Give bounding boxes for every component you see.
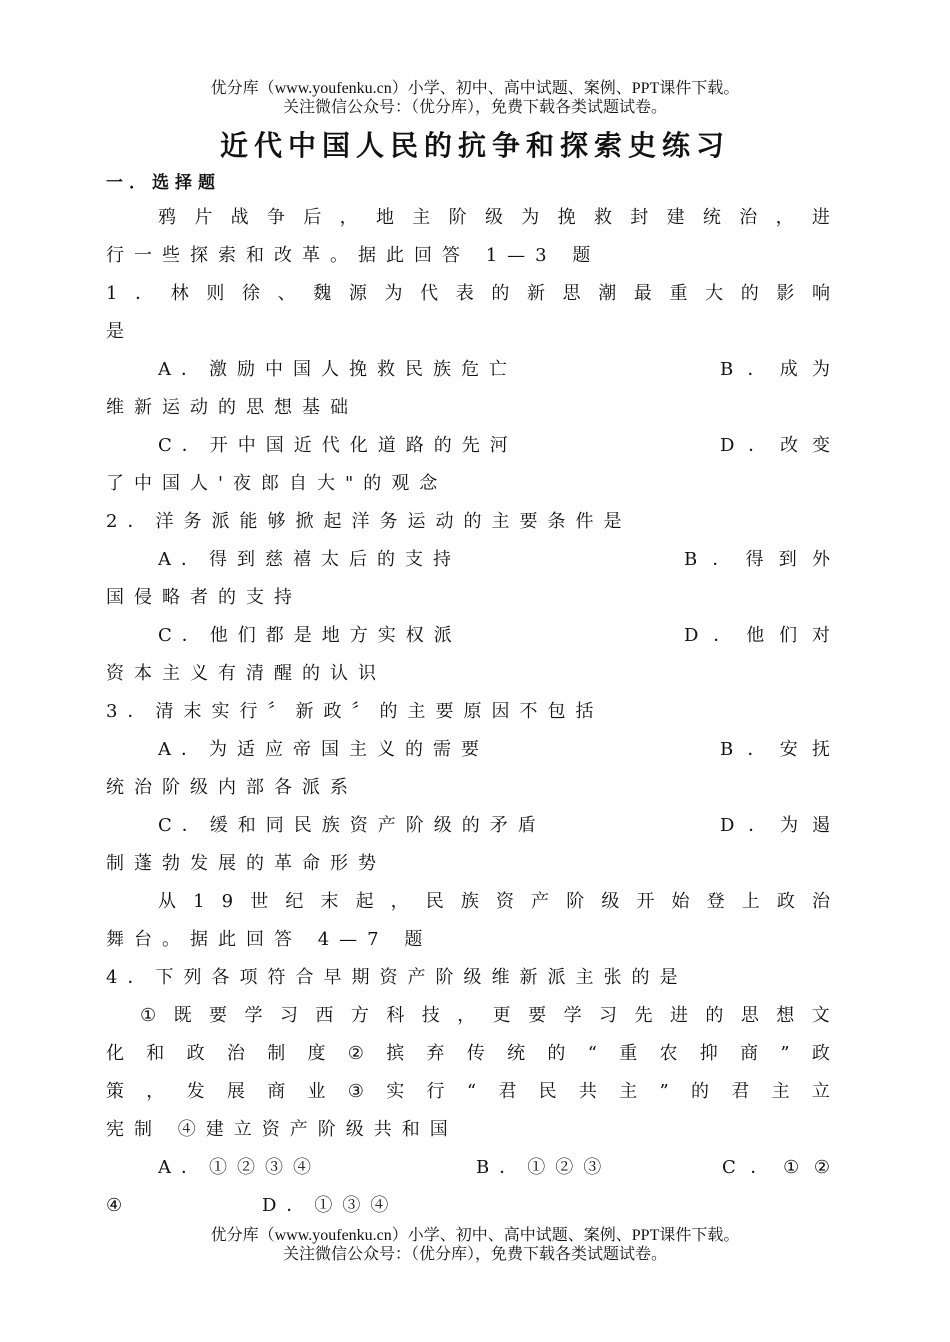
text-char: 封	[630, 207, 649, 228]
text-char: ”	[659, 1081, 669, 1102]
text-char: 和	[146, 1043, 165, 1064]
text-char: 徐	[241, 283, 260, 304]
q4-option-a: A．①②③④	[158, 1157, 321, 1178]
q3-option-b	[720, 735, 830, 765]
text-char: 主	[619, 1081, 638, 1102]
text-char: 建	[666, 207, 685, 228]
text-char: 重	[619, 1043, 638, 1064]
text-char: 级	[484, 207, 503, 228]
text-char: 响	[811, 283, 830, 304]
q4-option-c	[722, 1153, 830, 1183]
text-char: 的	[491, 283, 510, 304]
text-char: ”	[780, 1043, 790, 1064]
q4-option-d: D．①③④	[262, 1195, 399, 1216]
q1-option-d-cont: 了中国人'夜郎自大"的观念	[106, 473, 448, 494]
text-char: 登	[706, 891, 725, 912]
q1-option-d	[720, 431, 830, 461]
text-char: 传	[466, 1043, 485, 1064]
text-char: ．	[747, 739, 766, 760]
text-char: 实	[386, 1081, 405, 1102]
text-char: 1	[106, 283, 118, 304]
text-char: 族	[460, 891, 479, 912]
text-char: 阶	[448, 207, 467, 228]
text-char: 世	[250, 891, 269, 912]
text-char: 弃	[426, 1043, 445, 1064]
text-char: 政	[811, 1043, 830, 1064]
q4-statement-line1	[140, 1001, 830, 1031]
text-char: ②	[813, 1157, 830, 1178]
text-char: ．	[747, 359, 766, 380]
q4-statement-line4: 宪制 ④建立资产阶级共和国	[106, 1119, 458, 1140]
text-char: 政	[186, 1043, 205, 1064]
text-char: 地	[375, 207, 394, 228]
text-char: 们	[779, 625, 798, 646]
text-char: D	[684, 625, 699, 646]
q2-stem: 2．洋务派能够掀起洋务运动的主要条件是	[106, 511, 632, 532]
text-char: 挽	[557, 207, 576, 228]
text-char: 救	[593, 207, 612, 228]
text-char: 从	[158, 891, 176, 912]
text-char: 治	[811, 891, 830, 912]
text-char: 级	[601, 891, 620, 912]
q3-option-d	[720, 811, 830, 841]
text-char: 治	[739, 207, 758, 228]
text-char: 思	[740, 1005, 759, 1026]
text-char: 起	[355, 891, 374, 912]
text-char: 习	[279, 1005, 298, 1026]
text-char: 发	[186, 1081, 205, 1102]
text-char: 安	[779, 739, 798, 760]
text-char: 成	[779, 359, 798, 380]
text-char: 新	[526, 283, 545, 304]
text-char: 度	[307, 1043, 326, 1064]
text-char: 为	[384, 283, 403, 304]
q1-option-c: C．开中国近代化道路的先河	[158, 435, 518, 456]
intro1-line1	[158, 203, 830, 233]
q4-statement-line2	[106, 1039, 830, 1069]
text-char: 民	[538, 1081, 557, 1102]
page-footer-line1: 优分库（www.youfenku.cn）小学、初中、高中试题、案例、PPT课件下载。	[210, 1227, 740, 1244]
text-char: 商	[740, 1043, 759, 1064]
text-char: 君	[731, 1081, 750, 1102]
q2-option-b	[684, 545, 830, 575]
page-header-line2: 关注微信公众号：（优分库），免费下载各类试题试卷。	[282, 99, 667, 116]
text-char: 民	[425, 891, 444, 912]
text-char: 得	[745, 549, 764, 570]
text-char: 影	[776, 283, 795, 304]
q3-option-a: A．为适应帝国主义的需要	[158, 739, 489, 760]
q2-option-d	[684, 621, 830, 651]
text-char: 则	[206, 283, 225, 304]
text-char: ．	[748, 435, 767, 456]
text-char: “	[587, 1043, 597, 1064]
text-char: ．	[750, 1157, 769, 1178]
text-char: 纪	[285, 891, 304, 912]
q2-option-c: C．他们都是地方实权派	[158, 625, 462, 646]
page-footer-line2: 关注微信公众号：（优分库），免费下载各类试题试卷。	[282, 1246, 667, 1263]
text-char: 主	[771, 1081, 790, 1102]
text-char: 改	[780, 435, 799, 456]
text-char: 统	[507, 1043, 526, 1064]
text-char: ，	[339, 207, 358, 228]
text-char: 化	[106, 1043, 124, 1064]
text-char: ．	[135, 283, 154, 304]
text-char: 治	[226, 1043, 245, 1064]
intro1-line2: 行一些探索和改革。据此回答 1—3 题	[106, 245, 601, 266]
q4-option-c-cont: ④	[106, 1195, 123, 1216]
text-char: 阶	[566, 891, 585, 912]
text-char: 为	[811, 359, 830, 380]
text-char: 学	[563, 1005, 582, 1026]
text-char: ①	[140, 1005, 157, 1026]
text-char: 始	[671, 891, 690, 912]
text-char: 先	[634, 1005, 653, 1026]
text-char: 为	[780, 815, 799, 836]
text-char: 产	[531, 891, 550, 912]
text-char: 展	[226, 1081, 245, 1102]
text-char: 外	[811, 549, 830, 570]
text-char: 的	[740, 283, 759, 304]
text-char: 片	[194, 207, 213, 228]
text-char: 最	[633, 283, 652, 304]
text-char: 开	[636, 891, 655, 912]
text-char: 到	[778, 549, 797, 570]
text-char: ．	[748, 815, 767, 836]
text-char: 对	[812, 625, 830, 646]
text-char: 1	[193, 891, 205, 912]
text-char: 要	[209, 1005, 228, 1026]
text-char: 的	[547, 1043, 566, 1064]
text-char: D	[720, 435, 735, 456]
q2-option-b-cont: 国侵略者的支持	[106, 587, 302, 608]
text-char: ，	[775, 207, 794, 228]
text-char: 想	[776, 1005, 795, 1026]
text-char: 他	[746, 625, 765, 646]
q3-stem: 3．清末实行〞新政〞的主要原因不包括	[106, 701, 604, 722]
text-char: 行	[426, 1081, 445, 1102]
text-char: 抑	[699, 1043, 718, 1064]
text-char: 西	[315, 1005, 334, 1026]
q1-option-b	[720, 355, 830, 385]
text-char: 主	[412, 207, 431, 228]
q2-option-d-cont: 资本主义有清醒的认识	[106, 663, 386, 684]
text-char: 后	[303, 207, 322, 228]
page-header-line1: 优分库（www.youfenku.cn）小学、初中、高中试题、案例、PPT课件下载。	[210, 80, 740, 97]
text-char: 表	[455, 283, 474, 304]
text-char: 林	[170, 283, 189, 304]
text-char: 习	[599, 1005, 618, 1026]
q1-stem-line1	[106, 279, 830, 309]
text-char: 科	[386, 1005, 405, 1026]
text-char: 上	[741, 891, 760, 912]
text-char: 技	[421, 1005, 440, 1026]
text-char: 更	[492, 1005, 511, 1026]
text-char: 要	[528, 1005, 547, 1026]
text-char: 魏	[313, 283, 332, 304]
text-char: 农	[659, 1043, 678, 1064]
text-char: 源	[348, 283, 367, 304]
text-char: 大	[705, 283, 724, 304]
text-char: 立	[811, 1081, 830, 1102]
text-char: ②	[347, 1043, 364, 1064]
text-char: 业	[307, 1081, 326, 1102]
q4-option-b: B．①②③	[476, 1157, 612, 1178]
text-char: ，	[457, 1005, 476, 1026]
text-char: ．	[713, 625, 732, 646]
q1-stem-line2: 是	[106, 321, 124, 342]
text-char: 末	[320, 891, 339, 912]
text-char: 鸦	[158, 207, 176, 228]
text-char: 重	[669, 283, 688, 304]
text-char: 思	[562, 283, 581, 304]
text-char: B	[720, 739, 734, 760]
text-char: 统	[702, 207, 721, 228]
text-char: 战	[230, 207, 249, 228]
section-heading: 一．选择题	[106, 173, 221, 193]
text-char: 变	[811, 435, 830, 456]
text-char: ．	[712, 549, 731, 570]
text-char: 学	[244, 1005, 263, 1026]
text-char: 遏	[811, 815, 830, 836]
text-char: B	[720, 359, 734, 380]
text-char: 潮	[598, 283, 617, 304]
text-char: 方	[350, 1005, 369, 1026]
q4-statement-line3	[106, 1077, 830, 1107]
q3-option-d-cont: 制蓬勃发展的革命形势	[106, 853, 386, 874]
q1-option-a: A．激励中国人挽救民族危亡	[158, 359, 517, 380]
text-char: 进	[669, 1005, 688, 1026]
q2-option-a: A．得到慈禧太后的支持	[158, 549, 461, 570]
text-char: 制	[267, 1043, 286, 1064]
text-char: 的	[691, 1081, 709, 1102]
text-char: 共	[578, 1081, 597, 1102]
text-char: D	[720, 815, 735, 836]
text-char: 策	[106, 1081, 124, 1102]
text-char: 资	[496, 891, 514, 912]
text-char: 进	[811, 207, 830, 228]
text-char: 政	[776, 891, 795, 912]
text-char: 代	[420, 283, 439, 304]
text-char: “	[466, 1081, 477, 1102]
q3-option-b-cont: 统治阶级内部各派系	[106, 777, 358, 798]
q4-stem: 4．下列各项符合早期资产阶级维新派主张的是	[106, 967, 688, 988]
page-title: 近代中国人民的抗争和探索史练习	[219, 129, 730, 162]
q3-option-c: C．缓和同民族资产阶级的矛盾	[158, 815, 546, 836]
text-char: 君	[498, 1081, 517, 1102]
q1-option-b-cont: 维新运动的思想基础	[106, 397, 358, 418]
text-char: ③	[347, 1081, 364, 1102]
intro2-line2: 舞台。据此回答 4—7 题	[106, 929, 433, 950]
text-char: 的	[705, 1005, 724, 1026]
text-char: 为	[521, 207, 540, 228]
text-char: ①	[783, 1157, 800, 1178]
text-char: ，	[146, 1081, 165, 1102]
text-char: ，	[390, 891, 409, 912]
text-char: B	[684, 549, 698, 570]
text-char: 既	[173, 1005, 192, 1026]
text-char: 摈	[386, 1043, 405, 1064]
intro2-line1	[158, 887, 830, 917]
text-char: 争	[266, 207, 285, 228]
text-char: 9	[221, 891, 234, 912]
text-char: 、	[277, 283, 296, 304]
text-char: 抚	[811, 739, 830, 760]
text-char: C	[722, 1157, 736, 1178]
text-char: 商	[267, 1081, 286, 1102]
text-char: 文	[811, 1005, 830, 1026]
